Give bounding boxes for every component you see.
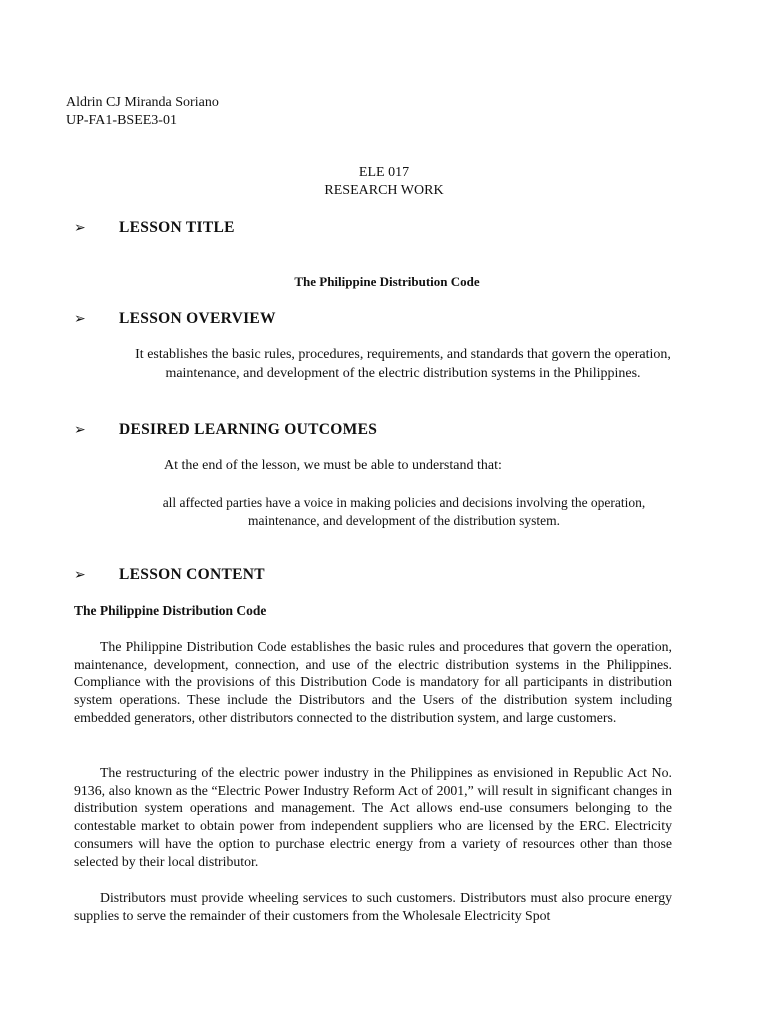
lesson-content-subheading: The Philippine Distribution Code bbox=[74, 603, 267, 618]
lesson-overview-text: It establishes the basic rules, procedures, requirements, and standards that govern the operation, maintenance, and development of the electric distribution systems in the Philippines. bbox=[135, 347, 671, 381]
lesson-overview-heading-text: LESSON OVERVIEW bbox=[119, 310, 276, 327]
lesson-title-heading bbox=[74, 219, 235, 237]
learning-outcomes-text: all affected parties have a voice in making policies and decisions involving the operation, maintenance, and development of the distribution system. bbox=[162, 495, 646, 528]
content-paragraph: The Philippine Distribution Code establishes the basic rules and procedures that govern the operation, maintenance, development, connection, and use of the electric distribution systems in the Philippines. Compliance with the provisions of this Distribution Code is mandatory for all participants in distribution system operations. These include the Distributors and the Users of the distribution system including embedded generators, other distributors connected to the distribution system, and large customers. bbox=[74, 639, 672, 725]
lesson-title-text: The Philippine Distribution Code bbox=[294, 274, 480, 289]
author-name: Aldrin CJ Miranda Soriano bbox=[66, 95, 219, 110]
lesson-title-heading-text: LESSON TITLE bbox=[119, 219, 235, 236]
bullet-arrow-icon: ➢ bbox=[74, 220, 87, 236]
bullet-arrow-icon: ➢ bbox=[74, 311, 87, 327]
author-section: UP-FA1-BSEE3-01 bbox=[66, 113, 177, 128]
author-block bbox=[66, 94, 219, 130]
content-paragraph: Distributors must provide wheeling services to such customers. Distributors must also procure energy supplies to serve the remainder of their customers from the Wholesale Electricity Spot bbox=[74, 890, 672, 923]
course-block bbox=[0, 164, 768, 200]
learning-outcomes-heading-text: DESIRED LEARNING OUTCOMES bbox=[119, 421, 378, 438]
lesson-content-heading bbox=[74, 566, 265, 584]
course-code: ELE 017 bbox=[358, 165, 410, 180]
course-type: RESEARCH WORK bbox=[324, 183, 444, 198]
bullet-arrow-icon: ➢ bbox=[74, 567, 87, 583]
learning-outcomes-heading bbox=[74, 421, 377, 439]
lesson-overview-heading bbox=[74, 310, 276, 328]
learning-outcomes-intro: At the end of the lesson, we must be able to understand that: bbox=[164, 458, 502, 473]
lesson-content-heading-text: LESSON CONTENT bbox=[119, 566, 265, 583]
bullet-arrow-icon: ➢ bbox=[74, 422, 87, 438]
content-paragraph: The restructuring of the electric power industry in the Philippines as envisioned in Republic Act No. 9136, also known as the “Electric Power Industry Reform Act of 2001,” will result in significant changes in distribution system operations and management. The Act allows end-use consumers belonging to the contestable market to obtain power from independent suppliers who are licensed by the ERC. Electricity consumers will have the option to purchase electric energy from a variety of resources other than those selected by their local distributor. bbox=[74, 765, 672, 869]
